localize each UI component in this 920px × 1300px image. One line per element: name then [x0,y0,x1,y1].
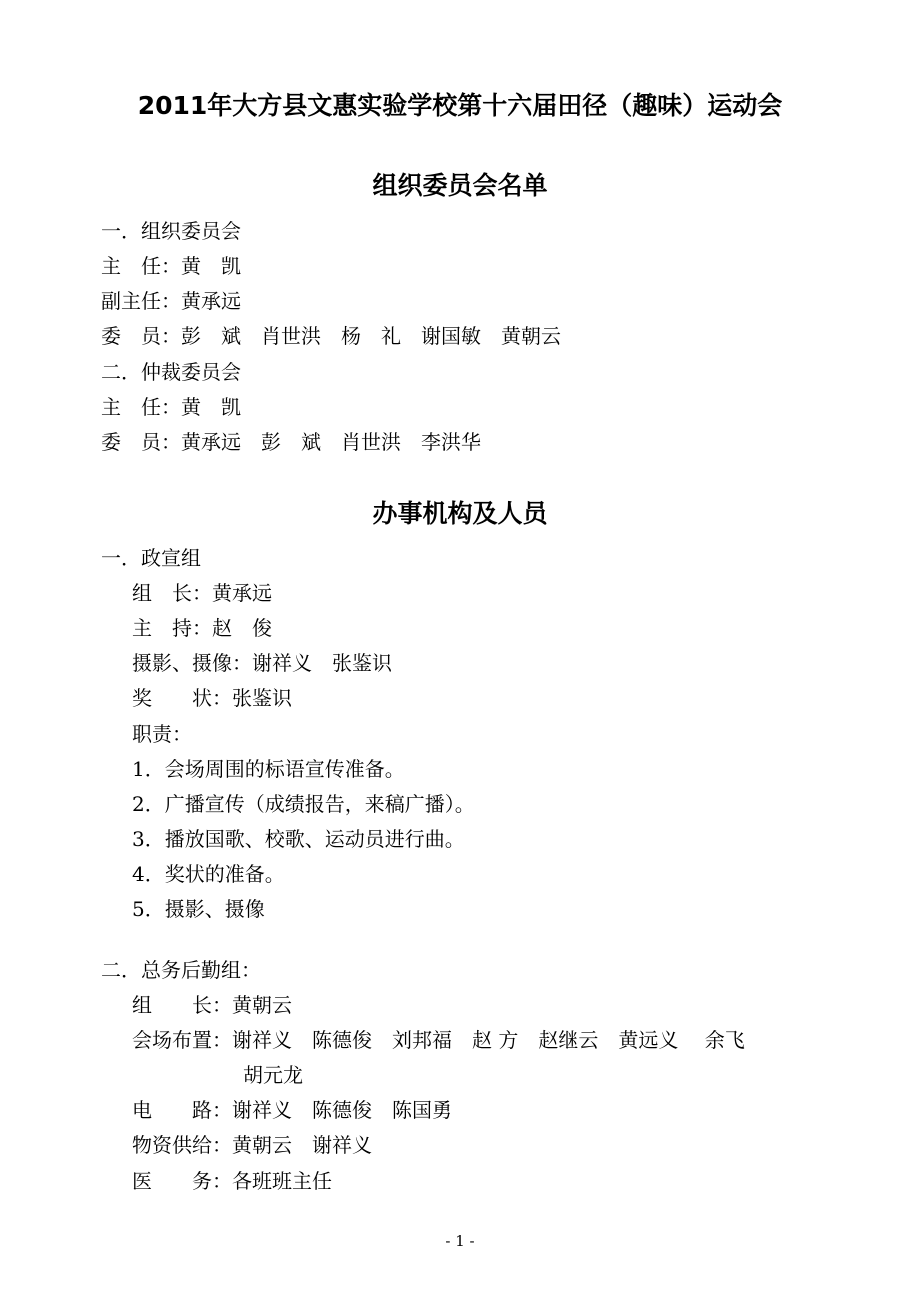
material-supply: 物资供给：黄朝云 谢祥义 [132,1133,372,1157]
arbitration-members: 委 员：黄承远 彭 斌 肖世洪 李洪华 [101,430,481,454]
venue-setup: 会场布置：谢祥义 陈德俊 刘邦福 赵 方 赵继云 黄远义 余飞 [132,1028,745,1052]
group-host: 主 持：赵 俊 [132,616,272,640]
group-award: 奖 状：张鉴识 [132,686,292,710]
committee-vice-director: 副主任：黄承远 [101,289,241,313]
main-title: 2011年大方县文惠实验学校第十六届田径（趣味）运动会 [137,91,783,120]
electric-circuit: 电 路：谢祥义 陈德俊 陈国勇 [132,1098,452,1122]
list-item: 5．摄影、摄像 [132,897,265,921]
section-heading: 二．仲裁委员会 [101,360,241,384]
arbitration-director: 主 任：黄 凯 [101,395,241,419]
list-item: 2．广播宣传（成绩报告，来稿广播）。 [132,792,475,816]
group-photo: 摄影、摄像：谢祥义 张鉴识 [132,651,392,675]
list-item: 1．会场周围的标语宣传准备。 [132,757,405,781]
office-title: 办事机构及人员 [372,499,548,528]
committee-director: 主 任：黄 凯 [101,254,241,278]
section-heading: 一．组织委员会 [101,219,241,243]
section-heading: 一．政宣组 [101,546,201,570]
list-item: 4．奖状的准备。 [132,862,285,886]
duty-label: 职责： [132,722,192,746]
venue-setup-continued: 胡元龙 [243,1063,303,1087]
page-number: - 1 - [445,1232,475,1250]
committee-members: 委 员：彭 斌 肖世洪 杨 礼 谢国敏 黄朝云 [101,324,561,348]
group-leader: 组 长：黄朝云 [132,993,292,1017]
committee-title: 组织委员会名单 [372,171,548,200]
list-item: 3．播放国歌、校歌、运动员进行曲。 [132,827,465,851]
section-heading: 二．总务后勤组： [101,958,261,982]
medical-service: 医 务：各班班主任 [132,1169,332,1193]
group-leader: 组 长：黄承远 [132,581,272,605]
